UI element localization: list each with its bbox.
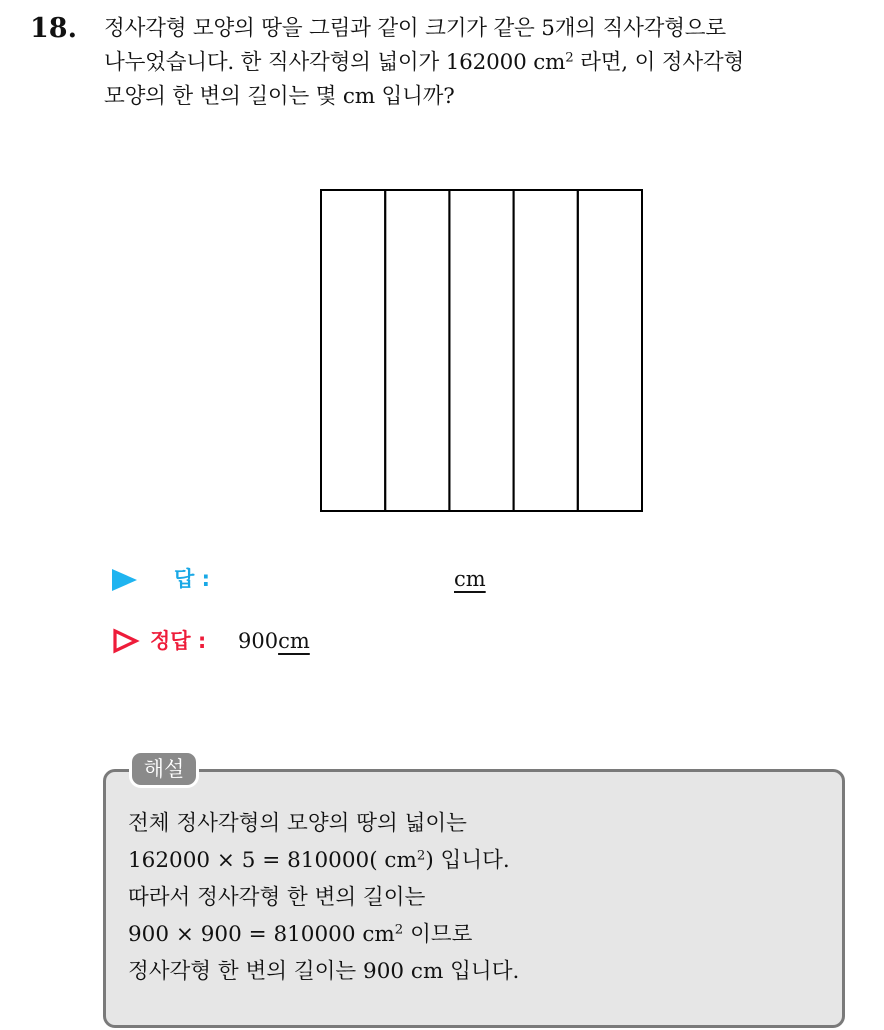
answer-row <box>110 562 530 596</box>
solution-line-5: 정사각형 한 변의 길이는 900 cm 입니다. <box>128 959 520 984</box>
question-line-2-tail: 라면, 이 정사각형 <box>573 50 745 75</box>
rectangle-5 <box>578 190 642 511</box>
question-text <box>104 12 874 114</box>
outline-triangle-icon <box>112 628 140 654</box>
solution-tab: 해설 <box>129 750 199 788</box>
question-line-2-text: 나누었습니다. 한 직사각형의 넓이가 162000 cm <box>104 50 566 75</box>
solution-line-1: 전체 정사각형의 모양의 땅의 넓이는 <box>128 811 467 836</box>
correct-answer-number: 900 <box>238 629 279 653</box>
correct-answer-unit: cm <box>278 629 310 653</box>
question-line-1: 정사각형 모양의 땅을 그림과 같이 크기가 같은 5개의 직사각형으로 <box>104 16 726 41</box>
answer-blank-unit[interactable]: cm <box>454 567 486 591</box>
rectangle-3 <box>449 190 513 511</box>
question-number: 18. <box>30 13 77 44</box>
question-line-3: 모양의 한 변의 길이는 몇 cm 입니까? <box>104 84 455 109</box>
correct-answer-row <box>110 624 530 658</box>
solution-line-4-text: 900 × 900 = 810000 cm <box>128 922 395 947</box>
correct-answer-label: 정답 : <box>150 629 207 653</box>
rectangle-2 <box>385 190 449 511</box>
correct-answer-value <box>238 624 310 658</box>
solution-line-2-tail: ) 입니다. <box>425 848 510 873</box>
rectangle-4 <box>514 190 578 511</box>
square-divided-figure <box>320 189 643 512</box>
rectangle-group <box>321 190 642 511</box>
rectangle-1 <box>321 190 385 511</box>
superscript-2: 2 <box>565 50 574 66</box>
solution-line-2 <box>128 842 828 879</box>
solution-line-4-tail: 이므로 <box>403 922 473 947</box>
solution-text <box>128 805 828 990</box>
play-triangle-icon <box>112 569 137 591</box>
question-line-2 <box>104 46 874 80</box>
solution-line-3: 따라서 정사각형 한 변의 길이는 <box>128 885 426 910</box>
solution-line-4 <box>128 916 828 953</box>
superscript-2: 2 <box>394 922 404 938</box>
answer-label: 답 : <box>174 567 210 591</box>
solution-line-2-text: 162000 × 5 = 810000( cm <box>128 848 417 873</box>
superscript-2: 2 <box>416 848 426 864</box>
